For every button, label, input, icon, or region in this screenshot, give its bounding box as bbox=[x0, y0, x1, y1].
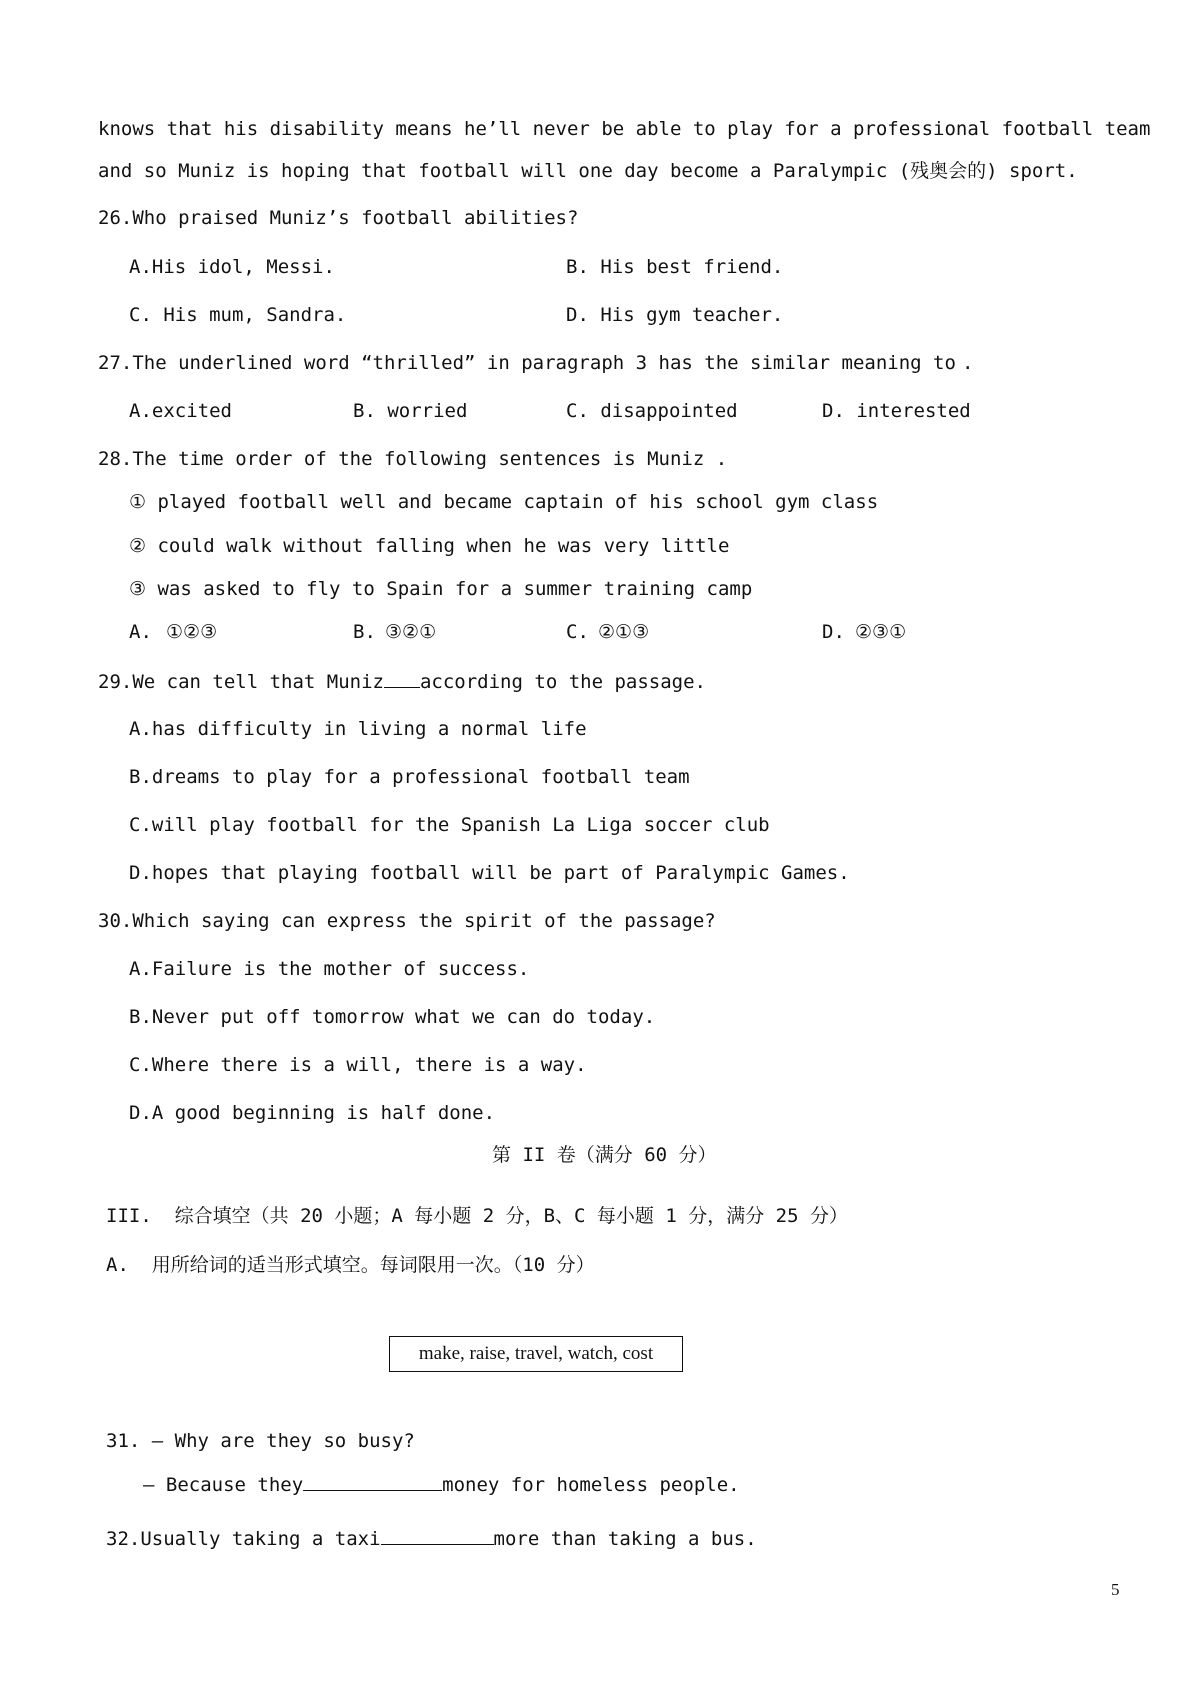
question-29-option-d: D.hopes that playing football will be part of Paralympic Games. bbox=[129, 862, 850, 884]
question-30-option-a: A.Failure is the mother of success. bbox=[129, 958, 530, 980]
question-31-question: 31. — Why are they so busy? bbox=[106, 1430, 415, 1452]
question-26-option-d: D. His gym teacher. bbox=[566, 304, 784, 326]
question-28-option-b-label: B. bbox=[353, 621, 376, 643]
question-31-blank[interactable] bbox=[303, 1472, 442, 1491]
question-28-option-c-label: C. bbox=[566, 621, 589, 643]
question-26-option-a: A.His idol, Messi. bbox=[129, 256, 335, 278]
question-27-stem: 27.The underlined word “thrilled” in paragraph 3 has the similar meaning to bbox=[98, 352, 956, 374]
question-31-answer-line bbox=[143, 1472, 740, 1497]
question-30-stem: 30.Which saying can express the spirit of the passage? bbox=[98, 910, 716, 932]
page-number: 5 bbox=[1111, 1580, 1120, 1599]
question-32-blank[interactable] bbox=[381, 1526, 494, 1545]
question-26-stem: 26.Who praised Muniz’s football abilities? bbox=[98, 207, 579, 229]
question-27-option-d: D. interested bbox=[822, 400, 971, 422]
question-28-option-d-label: D. bbox=[822, 621, 845, 643]
question-26-option-c: C. His mum, Sandra. bbox=[129, 304, 347, 326]
question-32-post: more than taking a bus. bbox=[493, 1528, 757, 1550]
question-29-stem-pre: 29.We can tell that Muniz bbox=[98, 671, 384, 693]
question-28-option-a-label: A. bbox=[129, 621, 152, 643]
question-28-sentence-1: ① played football well and became captain of his school gym class bbox=[129, 491, 879, 513]
section-2-title: 第 II 卷（满分 60 分） bbox=[492, 1144, 717, 1166]
question-31-answer-post: money for homeless people. bbox=[442, 1474, 740, 1496]
question-28-option-d: ②③① bbox=[855, 621, 907, 643]
question-26-option-b: B. His best friend. bbox=[566, 256, 784, 278]
question-29-blank[interactable] bbox=[384, 669, 420, 688]
question-28-option-b: ③②① bbox=[385, 621, 437, 643]
passage-line-2: and so Muniz is hoping that football will one day become a Paralympic (残奥会的) sport. bbox=[98, 160, 1078, 182]
question-27-option-b: B. worried bbox=[353, 400, 468, 422]
question-28-sentence-2: ② could walk without falling when he was very little bbox=[129, 535, 730, 557]
question-27-option-c: C. disappointed bbox=[566, 400, 738, 422]
question-29-option-a: A.has difficulty in living a normal life bbox=[129, 718, 587, 740]
question-27-option-a: A.excited bbox=[129, 400, 232, 422]
question-29-option-c: C.will play football for the Spanish La Liga soccer club bbox=[129, 814, 770, 836]
part-a-heading: A. 用所给词的适当形式填空。每词限用一次。（10 分） bbox=[106, 1254, 595, 1276]
word-bank-box: make, raise, travel, watch, cost bbox=[389, 1336, 683, 1372]
question-27-stem-end: . bbox=[962, 352, 974, 374]
question-31-answer-pre: — Because they bbox=[143, 1474, 304, 1496]
question-28-option-a: ①②③ bbox=[166, 621, 218, 643]
question-28-stem: 28.The time order of the following sentences is Muniz . bbox=[98, 448, 728, 470]
question-30-option-d: D.A good beginning is half done. bbox=[129, 1102, 496, 1124]
question-29-stem-post: according to the passage. bbox=[419, 671, 706, 693]
question-30-option-b: B.Never put off tomorrow what we can do today. bbox=[129, 1006, 656, 1028]
question-30-option-c: C.Where there is a will, there is a way. bbox=[129, 1054, 587, 1076]
question-29-option-b: B.dreams to play for a professional football team bbox=[129, 766, 690, 788]
question-29-stem bbox=[98, 669, 706, 694]
question-32-pre: 32.Usually taking a taxi bbox=[106, 1528, 381, 1550]
passage-line-1: knows that his disability means he’ll never be able to play for a professional football team bbox=[98, 118, 1151, 140]
question-28-sentence-3: ③ was asked to fly to Spain for a summer training camp bbox=[129, 578, 753, 600]
part-3-heading: III. 综合填空（共 20 小题；A 每小题 2 分，B、C 每小题 1 分，满分 25 分） bbox=[106, 1205, 848, 1227]
question-32-line bbox=[106, 1526, 757, 1551]
question-28-option-c: ②①③ bbox=[598, 621, 650, 643]
